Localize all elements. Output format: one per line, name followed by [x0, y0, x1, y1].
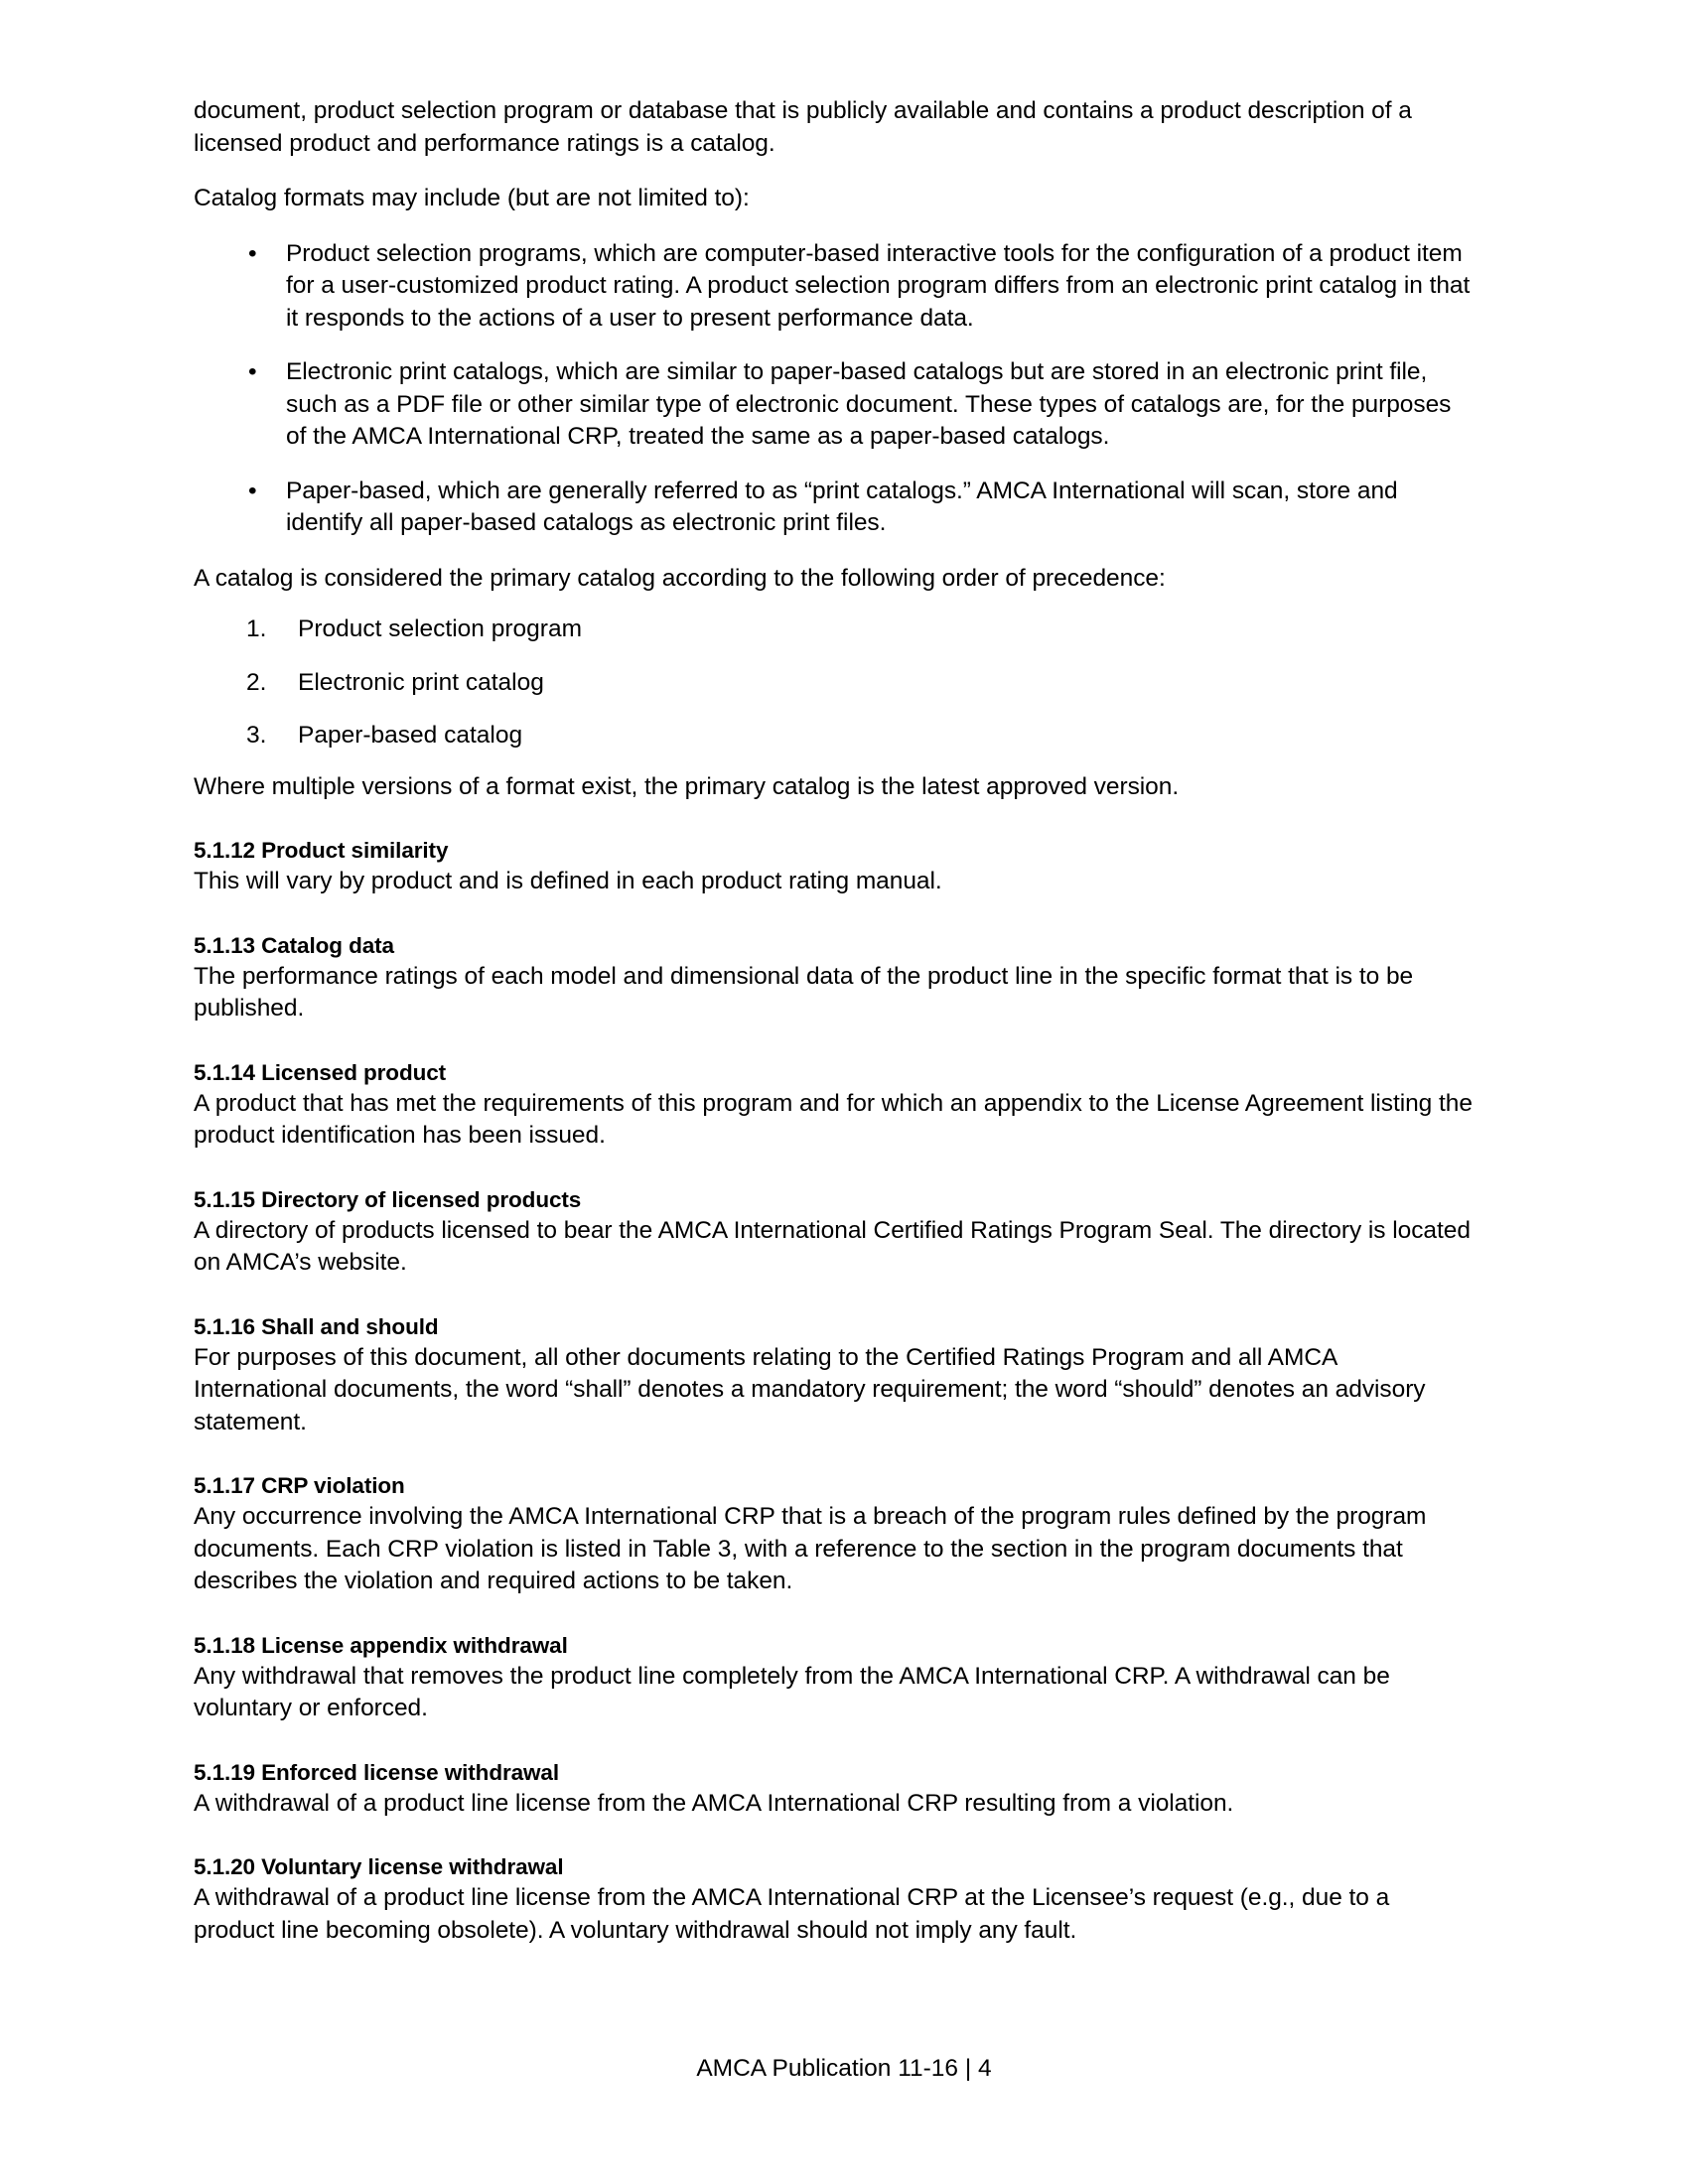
list-item — [194, 476, 1475, 540]
section-heading-5-1-15: 5.1.15 Directory of licensed products — [194, 1186, 582, 1212]
list-item — [194, 238, 1475, 336]
list-item-text: Electronic print catalog — [298, 668, 544, 696]
spacer — [194, 803, 1475, 835]
list-marker: 3. — [246, 722, 267, 749]
list-item-text: Product selection program — [298, 615, 582, 642]
section-body-5-1-15: A directory of products licensed to bear the AMCA International Certified Ratings Program Seal. The directory is located on AMCA’s website. — [194, 1216, 1471, 1276]
bullet-icon: • — [248, 239, 257, 267]
section-heading-5-1-14: 5.1.14 Licensed product — [194, 1059, 447, 1085]
spacer — [194, 752, 1475, 771]
precedence-lead: A catalog is considered the primary catalog according to the following order of precedence: — [194, 564, 1166, 592]
section-heading-5-1-17: 5.1.17 CRP violation — [194, 1473, 405, 1498]
list-item — [194, 720, 1475, 752]
catalog-formats-list — [194, 238, 1475, 540]
spacer — [194, 898, 1475, 930]
list-item-text: Paper-based catalog — [298, 722, 523, 749]
spacer — [194, 595, 1475, 614]
page-footer: AMCA Publication 11-16 | 4 — [696, 2055, 992, 2082]
intro-paragraph: document, product selection program or database that is publicly available and contains a product description of a licensed product and performance ratings is a catalog. — [194, 97, 1412, 157]
section-body-5-1-14: A product that has met the requirements of this program and for which an appendix to the License Agreement listing the product identification has been issued. — [194, 1089, 1473, 1149]
section-body-5-1-17: Any occurrence involving the AMCA International CRP that is a breach of the program rules defined by the program documents. Each CRP violation is listed in Table 3, with a reference to the section in the program documents that describes the violation and required actions to be taken. — [194, 1503, 1427, 1594]
section-heading-5-1-13: 5.1.13 Catalog data — [194, 932, 394, 958]
list-marker: 1. — [246, 615, 267, 642]
section-heading-5-1-16: 5.1.16 Shall and should — [194, 1313, 439, 1339]
spacer — [194, 1725, 1475, 1757]
spacer — [194, 1280, 1475, 1311]
bullet-icon: • — [248, 477, 257, 504]
versions-note: Where multiple versions of a format exist, the primary catalog is the latest approved version. — [194, 772, 1180, 800]
section-heading-5-1-12: 5.1.12 Product similarity — [194, 838, 449, 863]
section-body-5-1-12: This will vary by product and is defined in each product rating manual. — [194, 868, 942, 894]
section-body-5-1-19: A withdrawal of a product line license from the AMCA International CRP resulting from a violation. — [194, 1789, 1234, 1817]
bullet-icon: • — [248, 358, 257, 385]
catalog-formats-lead: Catalog formats may include (but are not limited to): — [194, 185, 750, 211]
list-item-text: Product selection programs, which are computer-based interactive tools for the configuration of a product item for a user-customized product rating. A product selection program differs from an electronic print catalog in that it responds to the actions of a user to present performance data. — [286, 239, 1471, 332]
section-heading-5-1-20: 5.1.20 Voluntary license withdrawal — [194, 1854, 564, 1879]
section-body-5-1-18: Any withdrawal that removes the product line completely from the AMCA International CRP. A withdrawal can be voluntary or enforced. — [194, 1662, 1390, 1721]
list-item-text: Paper-based, which are generally referred to as “print catalogs.” AMCA International will scan, store and identify all paper-based catalogs as electronic print files. — [286, 477, 1398, 536]
document-body — [194, 95, 1475, 1947]
spacer — [194, 1153, 1475, 1184]
list-marker: 2. — [246, 668, 267, 696]
section-heading-5-1-19: 5.1.19 Enforced license withdrawal — [194, 1759, 559, 1785]
list-item — [194, 667, 1475, 700]
section-body-5-1-16: For purposes of this document, all other documents relating to the Certified Ratings Program and all AMCA International documents, the word “shall” denotes a mandatory requirement; the word “should” denotes an advisory statement. — [194, 1343, 1426, 1435]
spacer — [194, 1598, 1475, 1630]
section-body-5-1-13: The performance ratings of each model and dimensional data of the product line in the specific format that is to be published. — [194, 962, 1414, 1022]
spacer — [194, 544, 1475, 563]
section-body-5-1-20: A withdrawal of a product line license from the AMCA International CRP at the Licensee’s request (e.g., due to a product line becoming obsolete). A voluntary withdrawal should not imply any fault. — [194, 1884, 1390, 1944]
list-item — [194, 614, 1475, 646]
precedence-list — [194, 614, 1475, 752]
spacer — [194, 1025, 1475, 1057]
list-item-text: Electronic print catalogs, which are similar to paper-based catalogs but are stored in an electronic print file, such as a PDF file or other similar type of electronic document. These types of catalogs are, for the purposes of the AMCA International CRP, treated the same as a paper-based catalogs. — [286, 358, 1452, 450]
section-heading-5-1-18: 5.1.18 License appendix withdrawal — [194, 1632, 568, 1658]
list-item — [194, 356, 1475, 454]
spacer — [194, 1820, 1475, 1851]
spacer — [194, 1438, 1475, 1470]
